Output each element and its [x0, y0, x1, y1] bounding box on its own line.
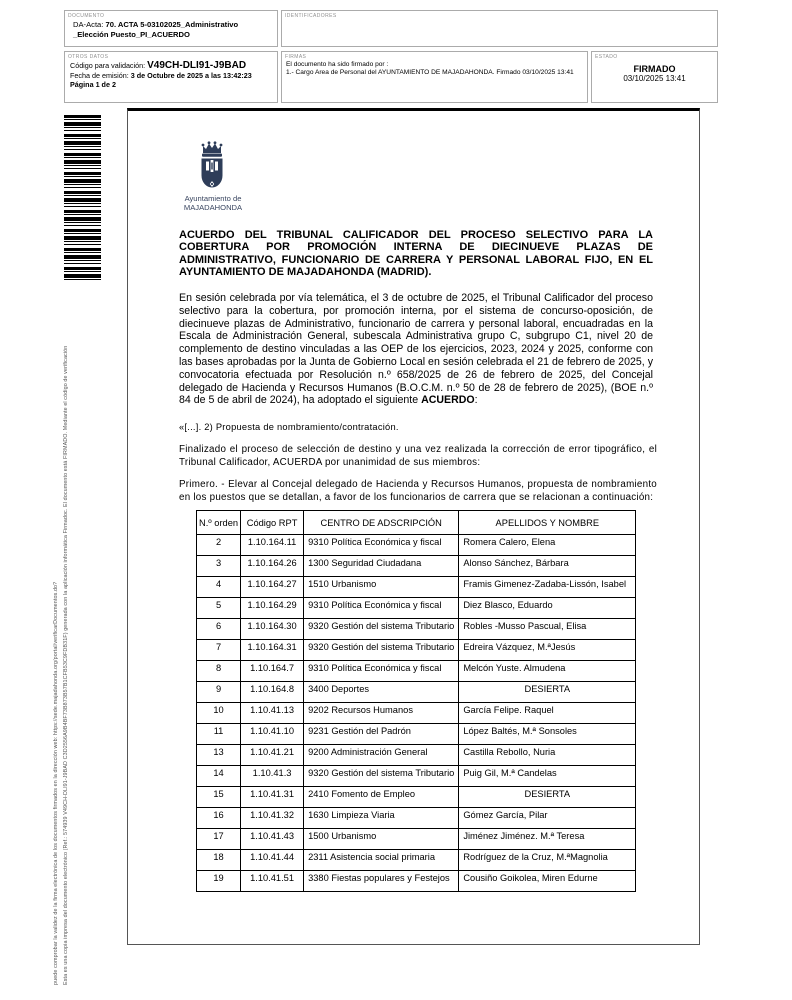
- table-row: [197, 703, 636, 724]
- cell-centro: 2410 Fomento de Empleo: [304, 787, 459, 808]
- cell-nombre: Edreira Vázquez, M.ªJesús: [459, 640, 636, 661]
- firmas-line2: 1.- Cargo Area de Personal del AYUNTAMIENTO DE MAJADAHONDA. Firmado 03/10/2025 13:41: [286, 69, 574, 77]
- quote-line: «[...]. 2) Propuesta de nombramiento/contratación.: [179, 422, 399, 432]
- fecha-emision-label: Fecha de emisión:: [70, 70, 131, 80]
- cell-codigo: 1.10.41.43: [241, 829, 304, 850]
- cell-orden: 3: [197, 556, 241, 577]
- documento-line2: _Elección Puesto_PI_ACUERDO: [73, 29, 190, 39]
- cell-codigo: 1.10.41.13: [241, 703, 304, 724]
- firmas-line1: El documento ha sido firmado por :: [286, 61, 389, 68]
- documento-line1-value: 70. ACTA 5-03102025_Administrativo: [105, 20, 239, 29]
- cell-centro: 1630 Limpieza Viaria: [304, 808, 459, 829]
- table-row: [197, 724, 636, 745]
- cell-codigo: 1.10.164.11: [241, 535, 304, 556]
- firmas-box: [281, 51, 588, 103]
- header-codigo: Código RPT: [241, 511, 304, 535]
- table-row: [197, 829, 636, 850]
- cell-orden: 15: [197, 787, 241, 808]
- cell-orden: 17: [197, 829, 241, 850]
- cell-centro: 3380 Fiestas populares y Festejos: [304, 871, 459, 892]
- codigo-validacion: [65, 61, 277, 71]
- fecha-emision-value: 3 de Octubre de 2025 a las 13:42:23: [130, 70, 252, 80]
- cell-orden: 14: [197, 766, 241, 787]
- identificadores-label: IDENTIFICADORES: [285, 13, 337, 19]
- cell-orden: 7: [197, 640, 241, 661]
- table-row: [197, 808, 636, 829]
- cell-nombre: Melcón Yuste. Almudena: [459, 661, 636, 682]
- cell-nombre: Castilla Rebollo, Nuria: [459, 745, 636, 766]
- header-nombre: APELLIDOS Y NOMBRE: [459, 511, 636, 535]
- cell-nombre: Romera Calero, Elena: [459, 535, 636, 556]
- table-row: [197, 619, 636, 640]
- margin-verification-note-line2: puede comprobar la validez de la firma electrónica de los documentos firmados en la dirección web: https://sede.majadahonda.org/portal/verificarDocumentos.do?: [53, 581, 59, 985]
- cell-orden: 8: [197, 661, 241, 682]
- cell-orden: 6: [197, 619, 241, 640]
- cell-codigo: 1.10.164.8: [241, 682, 304, 703]
- cell-nombre: Alonso Sánchez, Bárbara: [459, 556, 636, 577]
- cell-codigo: 1.10.164.31: [241, 640, 304, 661]
- appointments-table: [196, 510, 636, 892]
- cell-orden: 2: [197, 535, 241, 556]
- cell-nombre: García Felipe. Raquel: [459, 703, 636, 724]
- table-row: [197, 682, 636, 703]
- organization-name-line2: MAJADAHONDA: [183, 203, 243, 212]
- firmas-label: FIRMAS: [285, 54, 307, 60]
- cell-centro: 9202 Recursos Humanos: [304, 703, 459, 724]
- status-datetime: 03/10/2025 13:41: [623, 74, 686, 83]
- cell-nombre: Puig Gil, M.ª Candelas: [459, 766, 636, 787]
- cell-codigo: 1.10.164.30: [241, 619, 304, 640]
- cell-codigo: 1.10.41.10: [241, 724, 304, 745]
- cell-centro: 1500 Urbanismo: [304, 829, 459, 850]
- table-row: [197, 640, 636, 661]
- identificadores-box: [281, 10, 718, 47]
- documento-line1: [65, 20, 277, 30]
- cell-nombre: DESIERTA: [459, 682, 636, 703]
- document-title: ACUERDO DEL TRIBUNAL CALIFICADOR DEL PROCESO SELECTIVO PARA LA COBERTURA POR PROMOCIÓN INTERNA DE DIECINUEVE PLAZAS DE ADMINISTRATIVO, FUNCIONARIO DE CARRERA Y PERSONAL LABORAL FIJO, EN EL AYUNTAMIENTO DE MAJADAHONDA (MADRID).: [179, 229, 653, 279]
- header-centro: CENTRO DE ADSCRIPCIÓN: [304, 511, 459, 535]
- table-row: [197, 787, 636, 808]
- cell-centro: 9310 Política Económica y fiscal: [304, 535, 459, 556]
- cell-nombre: Jiménez Jiménez. M.ª Teresa: [459, 829, 636, 850]
- cell-orden: 18: [197, 850, 241, 871]
- table-row: [197, 598, 636, 619]
- cell-nombre: Framis Gimenez-Zadaba-Lissón, Isabel: [459, 577, 636, 598]
- paragraph-finalizado: Finalizado el proceso de selección de destino y una vez realizada la corrección de error tipográfico, el Tribunal Calificador, ACUERDA por unanimidad de sus miembros:: [179, 444, 657, 468]
- table-row: [197, 745, 636, 766]
- cell-centro: 9310 Política Económica y fiscal: [304, 661, 459, 682]
- cell-centro: 9320 Gestión del sistema Tributario: [304, 766, 459, 787]
- cell-centro: 3400 Deportes: [304, 682, 459, 703]
- documento-line1-prefix: DA-Acta:: [73, 20, 106, 29]
- cell-centro: 9320 Gestión del sistema Tributario: [304, 619, 459, 640]
- cell-centro: 9310 Política Económica y fiscal: [304, 598, 459, 619]
- table-row: [197, 850, 636, 871]
- table-header-row: [197, 511, 636, 535]
- cell-orden: 10: [197, 703, 241, 724]
- document-page: [127, 108, 700, 945]
- cell-orden: 5: [197, 598, 241, 619]
- cell-nombre: Robles -Musso Pascual, Elisa: [459, 619, 636, 640]
- codigo-validacion-label: Código para validación:: [70, 61, 148, 70]
- coat-of-arms-icon: [194, 141, 230, 193]
- organization-name-line1: Ayuntamiento de: [184, 194, 242, 203]
- cell-codigo: 1.10.41.3: [241, 766, 304, 787]
- cell-codigo: 1.10.41.44: [241, 850, 304, 871]
- documento-label: DOCUMENTO: [68, 13, 105, 19]
- cell-codigo: 1.10.41.51: [241, 871, 304, 892]
- cell-nombre: DESIERTA: [459, 787, 636, 808]
- paragraph-session: [179, 292, 653, 407]
- cell-orden: 9: [197, 682, 241, 703]
- table-row: [197, 871, 636, 892]
- cell-codigo: 1.10.41.31: [241, 787, 304, 808]
- table-row: [197, 661, 636, 682]
- page-indicator: Página 1 de 2: [70, 80, 116, 90]
- table-row: [197, 556, 636, 577]
- paragraph-session-text: En sesión celebrada por vía telemática, el 3 de octubre de 2025, el Tribunal Calificador del proceso selectivo para la cobertura, por promoción interna, por el sistema de concurso-oposición, de diecinueve plazas de Administrativo, funcionario de carrera y personal laboral, encuadradas en la Escala de Administración General, subescala Administrativa grupo C, subgrupo C1, nivel 20 de complemento de destino vinculadas a las OEP de los ejercicios, 2023, 2024 y 2025, conforme con las bases aprobadas por la Junta de Gobierno Local en sesión celebrada el 21 de febrero de 2025, y convocatoria efectuada por Resolución n.º 658/2025 de 26 de febrero de 2025, del Concejal delegado de Hacienda y Recursos Humanos (B.O.C.M. n.º 50 de 28 de febrero de 2025), (BOE n.º 84 de 5 de abril de 2024), ha adoptado el siguiente: [179, 292, 653, 407]
- documento-box: [64, 10, 278, 47]
- cell-codigo: 1.10.164.27: [241, 577, 304, 598]
- codigo-validacion-value: V49CH-DLI91-J9BAD: [147, 60, 247, 71]
- cell-centro: 1510 Urbanismo: [304, 577, 459, 598]
- organization-name: [158, 194, 268, 212]
- otros-datos-label: OTROS DATOS: [68, 54, 109, 60]
- cell-codigo: 1.10.164.29: [241, 598, 304, 619]
- cell-nombre: Rodríguez de la Cruz, M.ªMagnolia: [459, 850, 636, 871]
- barcode: [64, 115, 101, 282]
- cell-centro: 9231 Gestión del Padrón: [304, 724, 459, 745]
- paragraph-primero: Primero. - Elevar al Concejal delegado de Hacienda y Recursos Humanos, propuesta de nombramiento en los puestos que se detallan, a favor de los funcionarios de carrera que se relacionan a continuación:: [179, 479, 657, 503]
- fecha-emision: [65, 71, 277, 81]
- cell-nombre: Cousiño Goikolea, Miren Edurne: [459, 871, 636, 892]
- cell-codigo: 1.10.164.7: [241, 661, 304, 682]
- cell-orden: 16: [197, 808, 241, 829]
- acuerdo-emphasis: ACUERDO: [421, 394, 475, 407]
- paragraph-session-tail: :: [474, 394, 478, 407]
- table-row: [197, 577, 636, 598]
- otros-datos-box: [64, 51, 278, 103]
- cell-centro: 9200 Administración General: [304, 745, 459, 766]
- estado-box: [591, 51, 718, 103]
- cell-codigo: 1.10.41.32: [241, 808, 304, 829]
- cell-orden: 4: [197, 577, 241, 598]
- table-row: [197, 766, 636, 787]
- header-orden: N.º orden: [197, 511, 241, 535]
- cell-nombre: López Baltés, M.ª Sonsoles: [459, 724, 636, 745]
- cell-nombre: Diez Blasco, Eduardo: [459, 598, 636, 619]
- cell-centro: 2311 Asistencia social primaria: [304, 850, 459, 871]
- table-row: [197, 535, 636, 556]
- cell-codigo: 1.10.164.26: [241, 556, 304, 577]
- margin-verification-note-line1: Esta es una copia impresa del documento electrónico (Ref.: 574939 V49CH-DLI91-J9BAD C3D2556A9B4BF73B873B57B1CFB53C9FDB31F) generada con la aplicación informática Firmadoc. El documento está FIRMADO. Mediante el código de verificación: [63, 345, 69, 985]
- cell-centro: 9320 Gestión del sistema Tributario: [304, 640, 459, 661]
- status-badge: FIRMADO: [633, 64, 676, 74]
- cell-orden: 13: [197, 745, 241, 766]
- cell-orden: 19: [197, 871, 241, 892]
- cell-codigo: 1.10.41.21: [241, 745, 304, 766]
- estado-label: ESTADO: [595, 54, 618, 60]
- cell-centro: 1300 Seguridad Ciudadana: [304, 556, 459, 577]
- cell-orden: 11: [197, 724, 241, 745]
- cell-nombre: Gómez García, Pilar: [459, 808, 636, 829]
